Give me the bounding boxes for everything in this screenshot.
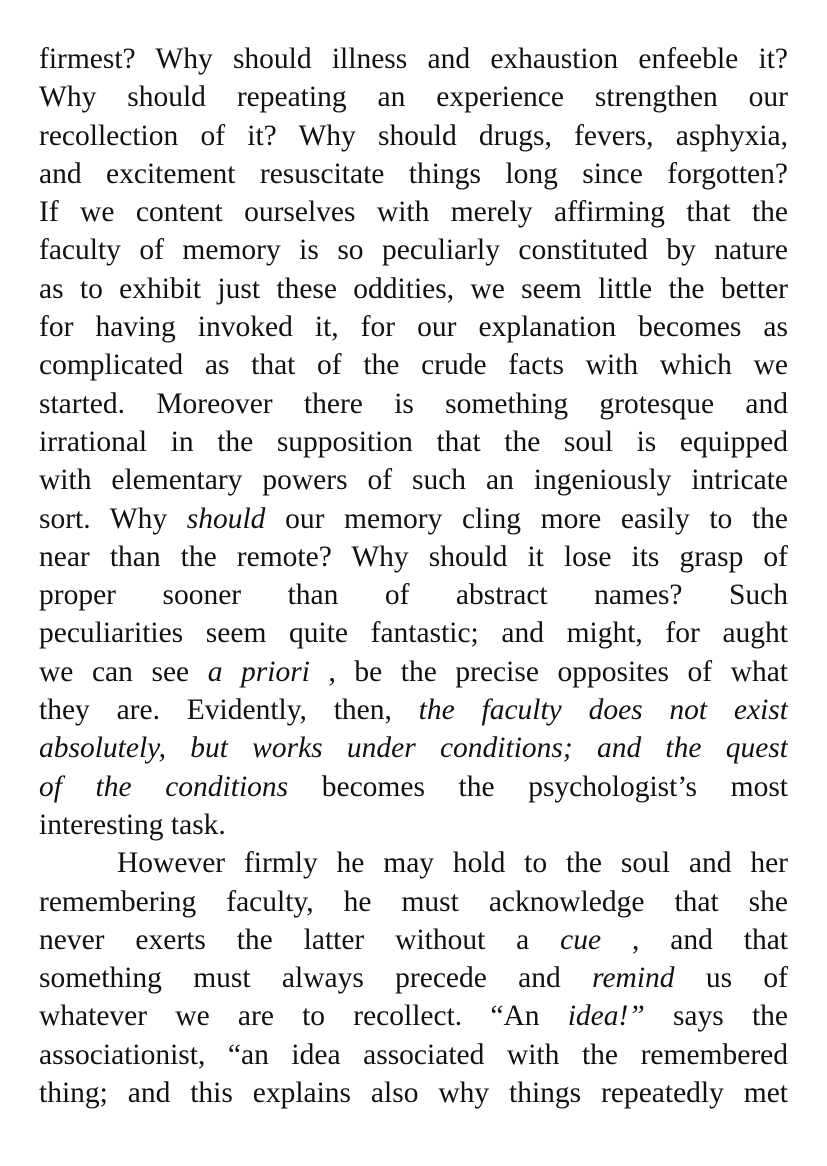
body-text: with elementary powers of such an ingeniously intricate	[39, 464, 788, 497]
text-line	[39, 614, 788, 652]
italic-text: a priori	[207, 655, 310, 688]
text-line	[39, 806, 788, 844]
body-text: peculiarities seem quite fantastic; and might, for aught	[39, 617, 788, 650]
body-text: However firmly he may hold to the soul and her	[117, 847, 788, 880]
text-line	[39, 346, 788, 384]
text-line	[39, 308, 788, 346]
body-text: near than the remote? Why should it lose its grasp of	[39, 540, 788, 573]
italic-text: absolutely, but works under conditions; and the quest	[39, 732, 788, 765]
body-text: as to exhibit just these oddities, we seem little the better	[39, 272, 788, 305]
body-text: says the	[644, 1000, 788, 1033]
body-text: complicated as that of the crude facts with which we	[39, 349, 788, 382]
body-text: irrational in the supposition that the soul is equipped	[39, 425, 788, 458]
body-text: started. Moreover there is something grotesque and	[39, 387, 788, 420]
body-text: becomes the psychologist’s most	[288, 770, 788, 803]
document-page	[39, 40, 788, 1112]
body-text: , be the precise opposites of what	[309, 655, 788, 688]
body-text: , and that	[601, 923, 788, 956]
text-line	[39, 959, 788, 997]
body-text: for having invoked it, for our explanation becomes as	[39, 311, 788, 344]
body-text: never exerts the latter without a	[39, 923, 561, 956]
italic-text: cue	[560, 923, 602, 956]
body-text: we can see	[39, 655, 208, 688]
text-line	[39, 1074, 788, 1112]
paragraph-2	[39, 844, 788, 1112]
text-line	[39, 40, 788, 78]
text-line	[39, 997, 788, 1035]
text-line	[39, 78, 788, 116]
body-text: and excitement resuscitate things long since forgotten?	[39, 157, 788, 190]
italic-text: the faculty does not exist	[418, 694, 788, 727]
text-line	[39, 423, 788, 461]
text-line	[39, 270, 788, 308]
body-text: something must always precede and	[39, 962, 593, 995]
body-text: associationist, “an idea associated with the remembered	[39, 1038, 788, 1071]
text-line	[39, 500, 788, 538]
body-text: remembering faculty, he must acknowledge that she	[39, 885, 788, 918]
body-text: thing; and this explains also why things repeatedly met	[39, 1077, 788, 1110]
body-text: recollection of it? Why should drugs, fevers, asphyxia,	[39, 119, 788, 152]
text-line	[39, 1036, 788, 1074]
italic-text: should	[186, 502, 266, 535]
text-line	[39, 691, 788, 729]
text-line	[39, 461, 788, 499]
text-line	[39, 155, 788, 193]
italic-text: remind	[592, 962, 675, 995]
body-text: us of	[674, 962, 788, 995]
text-line	[39, 921, 788, 959]
body-text: interesting task.	[39, 808, 226, 841]
body-text: firmest? Why should illness and exhaustion enfeeble it?	[39, 43, 788, 75]
text-line	[39, 768, 788, 806]
italic-text: of the conditions	[39, 770, 289, 803]
text-line	[39, 193, 788, 231]
body-text: whatever we are to recollect. “An	[39, 1000, 568, 1033]
text-line	[39, 729, 788, 767]
text-line	[39, 538, 788, 576]
body-text: faculty of memory is so peculiarly constituted by nature	[39, 234, 788, 267]
body-text: proper sooner than of abstract names? Such	[39, 579, 788, 612]
text-line	[39, 883, 788, 921]
text-line	[39, 576, 788, 614]
body-text: sort. Why	[39, 502, 187, 535]
body-text: If we content ourselves with merely affirming that the	[39, 196, 788, 229]
italic-text: idea!”	[567, 1000, 645, 1033]
text-line	[39, 653, 788, 691]
body-text: Why should repeating an experience strengthen our	[39, 81, 788, 114]
text-line	[39, 844, 788, 882]
text-line	[39, 231, 788, 269]
body-text: they are. Evidently, then,	[39, 694, 419, 727]
text-line	[39, 117, 788, 155]
body-text: our memory cling more easily to the	[265, 502, 788, 535]
paragraph-1	[39, 40, 788, 844]
text-line	[39, 385, 788, 423]
